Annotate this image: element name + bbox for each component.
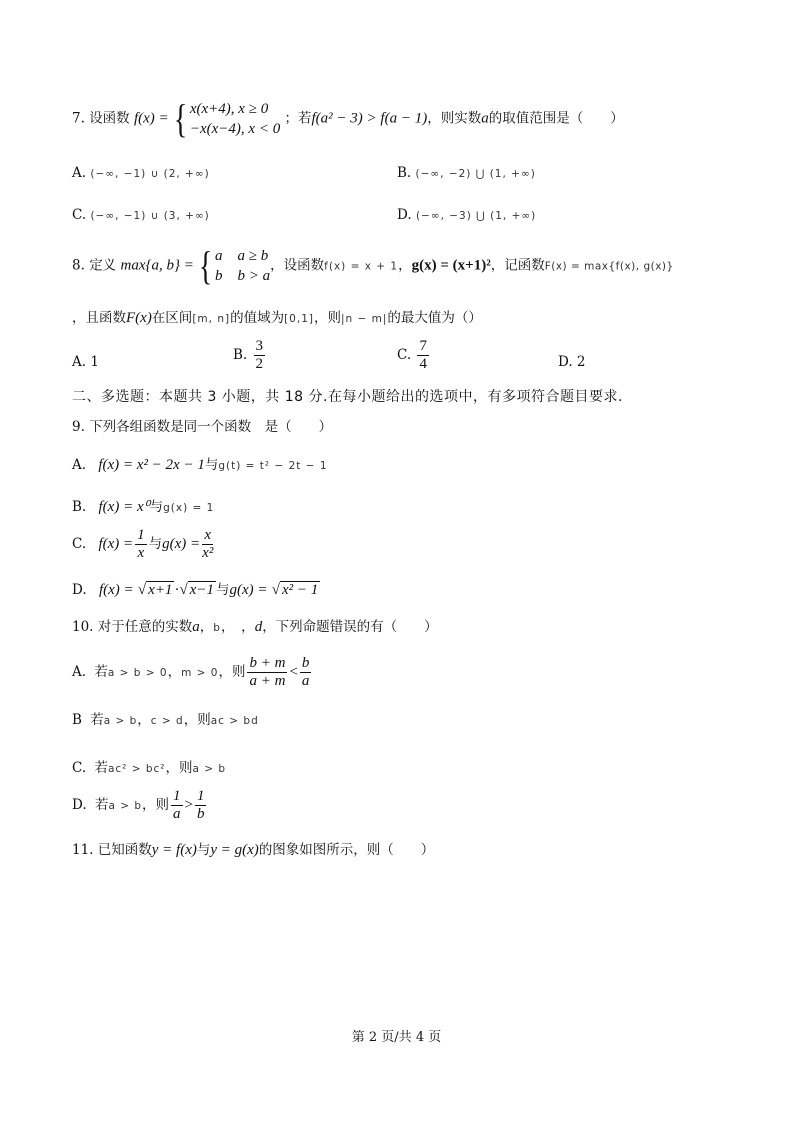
q8-range: [0,1]	[284, 313, 314, 325]
q8-gx: g(x) = (x+1)²	[411, 257, 491, 274]
q9-option-c-f: f(x) =	[98, 536, 134, 552]
q8-sep1: ，设函数	[270, 257, 325, 274]
section-heading: 二、多选题：本题共 3 小题，共 18 分.在每小题给出的选项中，有多项符合题目要求.	[72, 389, 623, 405]
q7-option-a-text: (−∞, −1) ∪ (2, +∞)	[90, 168, 210, 180]
q8-option-a	[72, 352, 99, 372]
q7-option-a-label: A.	[72, 165, 87, 181]
q8-brace: {	[198, 243, 213, 288]
q9-option-b-label: B.	[72, 499, 87, 515]
q10-option-d	[72, 788, 208, 823]
q9-option-a-mid: 与	[204, 457, 219, 473]
q8-line2-a: ，且函数	[72, 310, 126, 326]
q10-option-c-result: a > b	[192, 763, 227, 775]
q10-option-a	[72, 655, 313, 690]
q10-option-d-den: a	[173, 806, 181, 822]
q10-comma1: ，	[199, 619, 214, 635]
q10-comma2: ， ，	[220, 619, 255, 635]
q11-mid: 与	[196, 842, 211, 858]
q8-line2-d: ，则	[313, 310, 341, 326]
q8-option-c	[397, 338, 431, 373]
q7-option-d-label: D.	[397, 207, 412, 223]
q10-var-b: b	[213, 622, 221, 634]
q8-option-c-den: 4	[419, 356, 427, 372]
q7-option-b-text: (−∞, −2) ⋃ (1, +∞)	[415, 168, 536, 180]
q7-stem	[72, 96, 624, 141]
q7-option-c	[72, 205, 210, 226]
q10-option-a-cond2: m > 0	[181, 667, 219, 679]
q8-option-c-num: 7	[419, 338, 427, 354]
q9-option-a-g: g(t) = t² − 2t − 1	[218, 460, 328, 472]
q10-option-a-lt: <	[289, 664, 298, 680]
q8-case-2: b b > a	[215, 268, 271, 284]
q9-option-d-radicand3: x² − 1	[282, 582, 319, 598]
q8-cases	[215, 246, 270, 286]
q10-option-b-then: ，则	[183, 712, 211, 728]
q10-option-b-if: 若	[90, 712, 104, 728]
q7-option-c-label: C.	[72, 207, 87, 223]
q10-option-d-den2: b	[196, 806, 205, 822]
q8-option-c-fraction	[417, 338, 429, 373]
page-footer: 第 2 页/共 4 页	[351, 1030, 442, 1045]
q8-option-d-label: D. 2	[558, 354, 586, 370]
q9-option-c-f-num: 1	[137, 527, 145, 543]
q9-option-c-g-fraction	[202, 527, 213, 562]
q10-var-a: a	[192, 619, 200, 635]
q9-option-d-root3: √ x² − 1	[271, 582, 319, 598]
q10-option-d-then: ，则	[142, 797, 170, 813]
q9-option-d-g: g(x) =	[229, 582, 268, 598]
q8-option-d	[558, 352, 586, 372]
q7-cond-pre: ；若	[284, 110, 312, 127]
q10-option-c-then: ，则	[165, 760, 193, 776]
q7-case-2: −x(x−4), x < 0	[189, 121, 281, 137]
q10-option-a-den2: a	[301, 673, 310, 689]
q10-option-d-cond: a > b	[108, 800, 143, 812]
q9-option-d-root1: √ x+1	[137, 582, 173, 598]
q9-option-d-mid: 与	[215, 582, 230, 598]
q10-option-a-num2: b	[301, 655, 310, 671]
q7-option-b	[397, 163, 536, 184]
q8-Fx: F(x) = max{f(x), g(x)}	[544, 260, 674, 273]
q9-option-b-f: f(x) = x⁰	[98, 499, 150, 515]
q10-option-b-label: B	[72, 712, 82, 728]
q8-sep2: ，	[398, 257, 412, 274]
q8-abs: |n − m|	[340, 313, 388, 325]
q8-max-def: max{a, b} =	[120, 257, 194, 274]
q7-option-a	[72, 163, 210, 184]
q9-option-d-dot: ·	[174, 582, 180, 598]
q7-condition: f(a² − 3) > f(a − 1)	[311, 110, 428, 127]
q8-option-a-label: A. 1	[72, 354, 99, 370]
q8-option-b-label: B.	[233, 347, 248, 363]
q9-option-c-g: g(x) =	[162, 536, 201, 552]
q9-option-c-label: C.	[72, 536, 87, 552]
q9-option-a-f: f(x) = x² − 2x − 1	[98, 457, 205, 473]
q8-stem-line1	[72, 243, 674, 288]
q7-case-1: x(x+4), x ≥ 0	[189, 101, 269, 117]
q8-option-b-fraction	[254, 338, 266, 373]
q10-option-d-num2: 1	[196, 788, 205, 804]
q10-option-c-if: 若	[94, 760, 108, 776]
q8-line2-e: 的最大值为（）	[387, 310, 482, 326]
q10-option-a-cond: a > b > 0	[107, 667, 168, 679]
q9-stem: 9. 下列各组函数是同一个函数 是（ ）	[72, 419, 333, 435]
q8-case-1: a a ≥ b	[215, 248, 269, 264]
q7-tail: 的取值范围是（ ）	[488, 110, 624, 127]
q10-option-c-label: C.	[72, 760, 87, 776]
q7-lead: 设函数	[89, 110, 130, 127]
q7-cases	[190, 99, 280, 139]
q8-option-b	[233, 338, 267, 373]
q9-option-b	[72, 497, 214, 518]
q9-option-c-g-den: x²	[202, 545, 214, 561]
q7-option-d	[397, 205, 536, 226]
q10-option-b-result: ac > bd	[210, 715, 259, 727]
q10-option-a-label: A.	[72, 664, 87, 680]
q10-option-a-comma: ，	[167, 664, 182, 680]
q11-stem-b: 的图象如图所示，则（ ）	[258, 842, 435, 858]
q10-option-a-num: b + m	[249, 655, 286, 671]
q9-option-c	[72, 527, 215, 562]
q11-g: y = g(x)	[210, 842, 259, 858]
q8-option-b-den: 2	[255, 356, 264, 372]
q8-option-c-label: C.	[397, 347, 412, 363]
q9-option-d-radicand2: x−1	[189, 582, 214, 598]
q9-option-d-root2: √ x−1	[179, 582, 214, 598]
q10-option-b-cond: a > b	[103, 715, 138, 727]
q10-option-d-frac2	[195, 788, 207, 823]
q10-option-a-then: ，则	[218, 664, 246, 680]
q8-interval: [m, n]	[192, 313, 231, 325]
q10-stem	[72, 617, 438, 638]
q7-option-d-text: (−∞, −3) ⋃ (1, +∞)	[415, 210, 537, 222]
q10-option-d-label: D.	[72, 797, 87, 813]
q10-option-b-cond2: c > d	[150, 715, 184, 727]
q10-option-d-num: 1	[173, 788, 181, 804]
q9-option-a-label: A.	[72, 457, 87, 473]
q11-stem	[72, 840, 434, 860]
q9-option-b-g: g(x) = 1	[163, 502, 215, 514]
q10-var-d: d	[254, 619, 263, 635]
q8-number: 8.	[72, 257, 85, 274]
q10-option-a-frac1	[247, 655, 287, 690]
q8-lead: 定义	[89, 257, 117, 274]
q8-option-b-num: 3	[255, 338, 264, 354]
q8-sep3: ，记函数	[490, 257, 545, 274]
q10-stem-b: ，下列命题错误的有（ ）	[262, 619, 438, 635]
q10-option-d-if: 若	[94, 797, 109, 813]
q9-option-c-f-fraction	[135, 527, 147, 562]
q8-line2-b: 在区间	[151, 310, 193, 326]
q10-option-a-frac2	[300, 655, 312, 690]
q9-option-c-mid: 与	[148, 536, 163, 552]
q11-f: y = f(x)	[151, 842, 197, 858]
q7-option-c-text: (−∞, −1) ∪ (3, +∞)	[90, 210, 210, 222]
q7-var-a: a	[481, 110, 489, 127]
q10-option-b-comma: ，	[137, 712, 151, 728]
q9-option-d-label: D.	[72, 582, 87, 598]
q9-option-c-g-num: x	[202, 527, 213, 545]
q8-stem-line2	[72, 308, 482, 329]
q10-stem-a: 10. 对于任意的实数	[72, 619, 193, 635]
q10-option-b	[72, 710, 259, 731]
q9-option-a	[72, 455, 328, 476]
q10-option-c	[72, 758, 226, 779]
q9-option-d-f: f(x) =	[98, 582, 134, 598]
q8-fx: f(x) = x + 1	[324, 260, 399, 273]
q9-option-b-mid: 与	[149, 499, 164, 515]
q10-option-d-frac1	[171, 788, 183, 823]
q10-option-a-den: a + m	[249, 673, 286, 689]
q7-number: 7.	[72, 110, 85, 127]
q8-line2-c: 的值域为	[230, 310, 285, 326]
q8-Fx2: F(x)	[126, 310, 152, 326]
q7-brace: {	[173, 96, 187, 141]
q7-cond-post: ，则实数	[427, 110, 482, 127]
q7-fx: f(x) =	[133, 110, 169, 127]
q10-option-c-cond: ac² > bc²	[107, 763, 166, 775]
q9-option-d-radicand1: x+1	[148, 582, 173, 598]
q9-option-c-f-den: x	[137, 545, 145, 561]
q7-option-b-label: B.	[397, 165, 412, 181]
q10-option-a-if: 若	[94, 664, 108, 680]
q10-option-d-gt: >	[184, 797, 193, 813]
q11-stem-a: 11. 已知函数	[72, 842, 152, 858]
q9-option-d	[72, 580, 320, 600]
